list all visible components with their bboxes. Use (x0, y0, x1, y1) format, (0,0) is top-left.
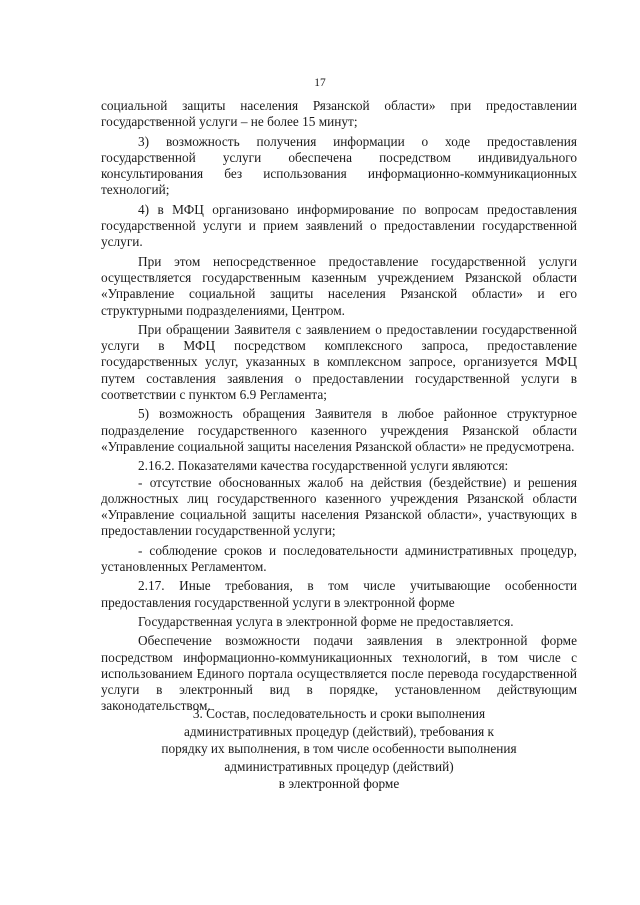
section-heading (101, 705, 577, 793)
section-heading-line: порядку их выполнения, в том числе особенности выполнения (161, 741, 517, 756)
paragraph-item-4: 4) в МФЦ организовано информирование по вопросам предоставления государственной услуги и прием заявлений о предоставлении государственной услуги. (101, 201, 577, 250)
paragraph-quality-2: - соблюдение сроков и последовательности административных процедур, установленных Регламентом. (101, 542, 577, 575)
paragraph-direct-provision: При этом непосредственное предоставление государственной услуги осуществляется государственным казенным учреждением Рязанской области «Управление социальной защиты населения Рязанской области» и его структурными подразделениями, Центром. (101, 253, 577, 318)
paragraph-electronic-submission: Обеспечение возможности подачи заявления в электронной форме посредством информационно-коммуникационных технологий, в том числе с использованием Единого портала осуществляется после перевода государственной услуги в электронный вид в порядке, установленном действующим законодательством. (101, 633, 577, 714)
paragraph-continuation: социальной защиты населения Рязанской области» при предоставлении государственной услуги – не более 15 минут; (101, 98, 577, 130)
paragraph-clause-2-16-2: 2.16.2. Показателями качества государственной услуги являются: (138, 458, 509, 474)
document-body (101, 98, 577, 715)
section-heading-line: 3. Состав, последовательность и сроки выполнения (192, 706, 486, 721)
paragraph-quality-1: - отсутствие обоснованных жалоб на действия (бездействие) и решения должностных лиц государственного казенного учреждения Рязанской области «Управление социальной защиты населения Рязанской области», участвующих в предоставлении государственной услуги; (101, 474, 577, 539)
section-heading-line: административных процедур (действий) (224, 758, 454, 774)
paragraph-electronic-not-provided: Государственная услуга в электронной форме не предоставляется. (138, 613, 514, 629)
paragraph-item-5: 5) возможность обращения Заявителя в любое районное структурное подразделение государственного казенного учреждения Рязанской области «Управление социальной защиты населения Рязанской области» не предусмотрена. (101, 406, 577, 454)
page-number: 17 (314, 77, 326, 89)
paragraph-item-3: 3) возможность получения информации о ходе предоставления государственной услуги обеспечена посредством индивидуального консультирования без использования информационно-коммуникационных технологий; (101, 133, 577, 198)
section-heading-line: в электронной форме (278, 776, 400, 791)
paragraph-complex-request: При обращении Заявителя с заявлением о предоставлении государственной услуги в МФЦ посредством комплексного запроса, предоставление государственных услуг, указанных в комплексном запросе, организуется МФЦ путем составления заявления о предоставлении государственной услуги в соответствии с пунктом 6.9 Регламента; (101, 321, 577, 403)
paragraph-clause-2-17: 2.17. Иные требования, в том числе учитывающие особенности предоставления государственной услуги в электронной форме (101, 578, 577, 610)
section-heading-line: административных процедур (действий), требования к (184, 723, 494, 739)
